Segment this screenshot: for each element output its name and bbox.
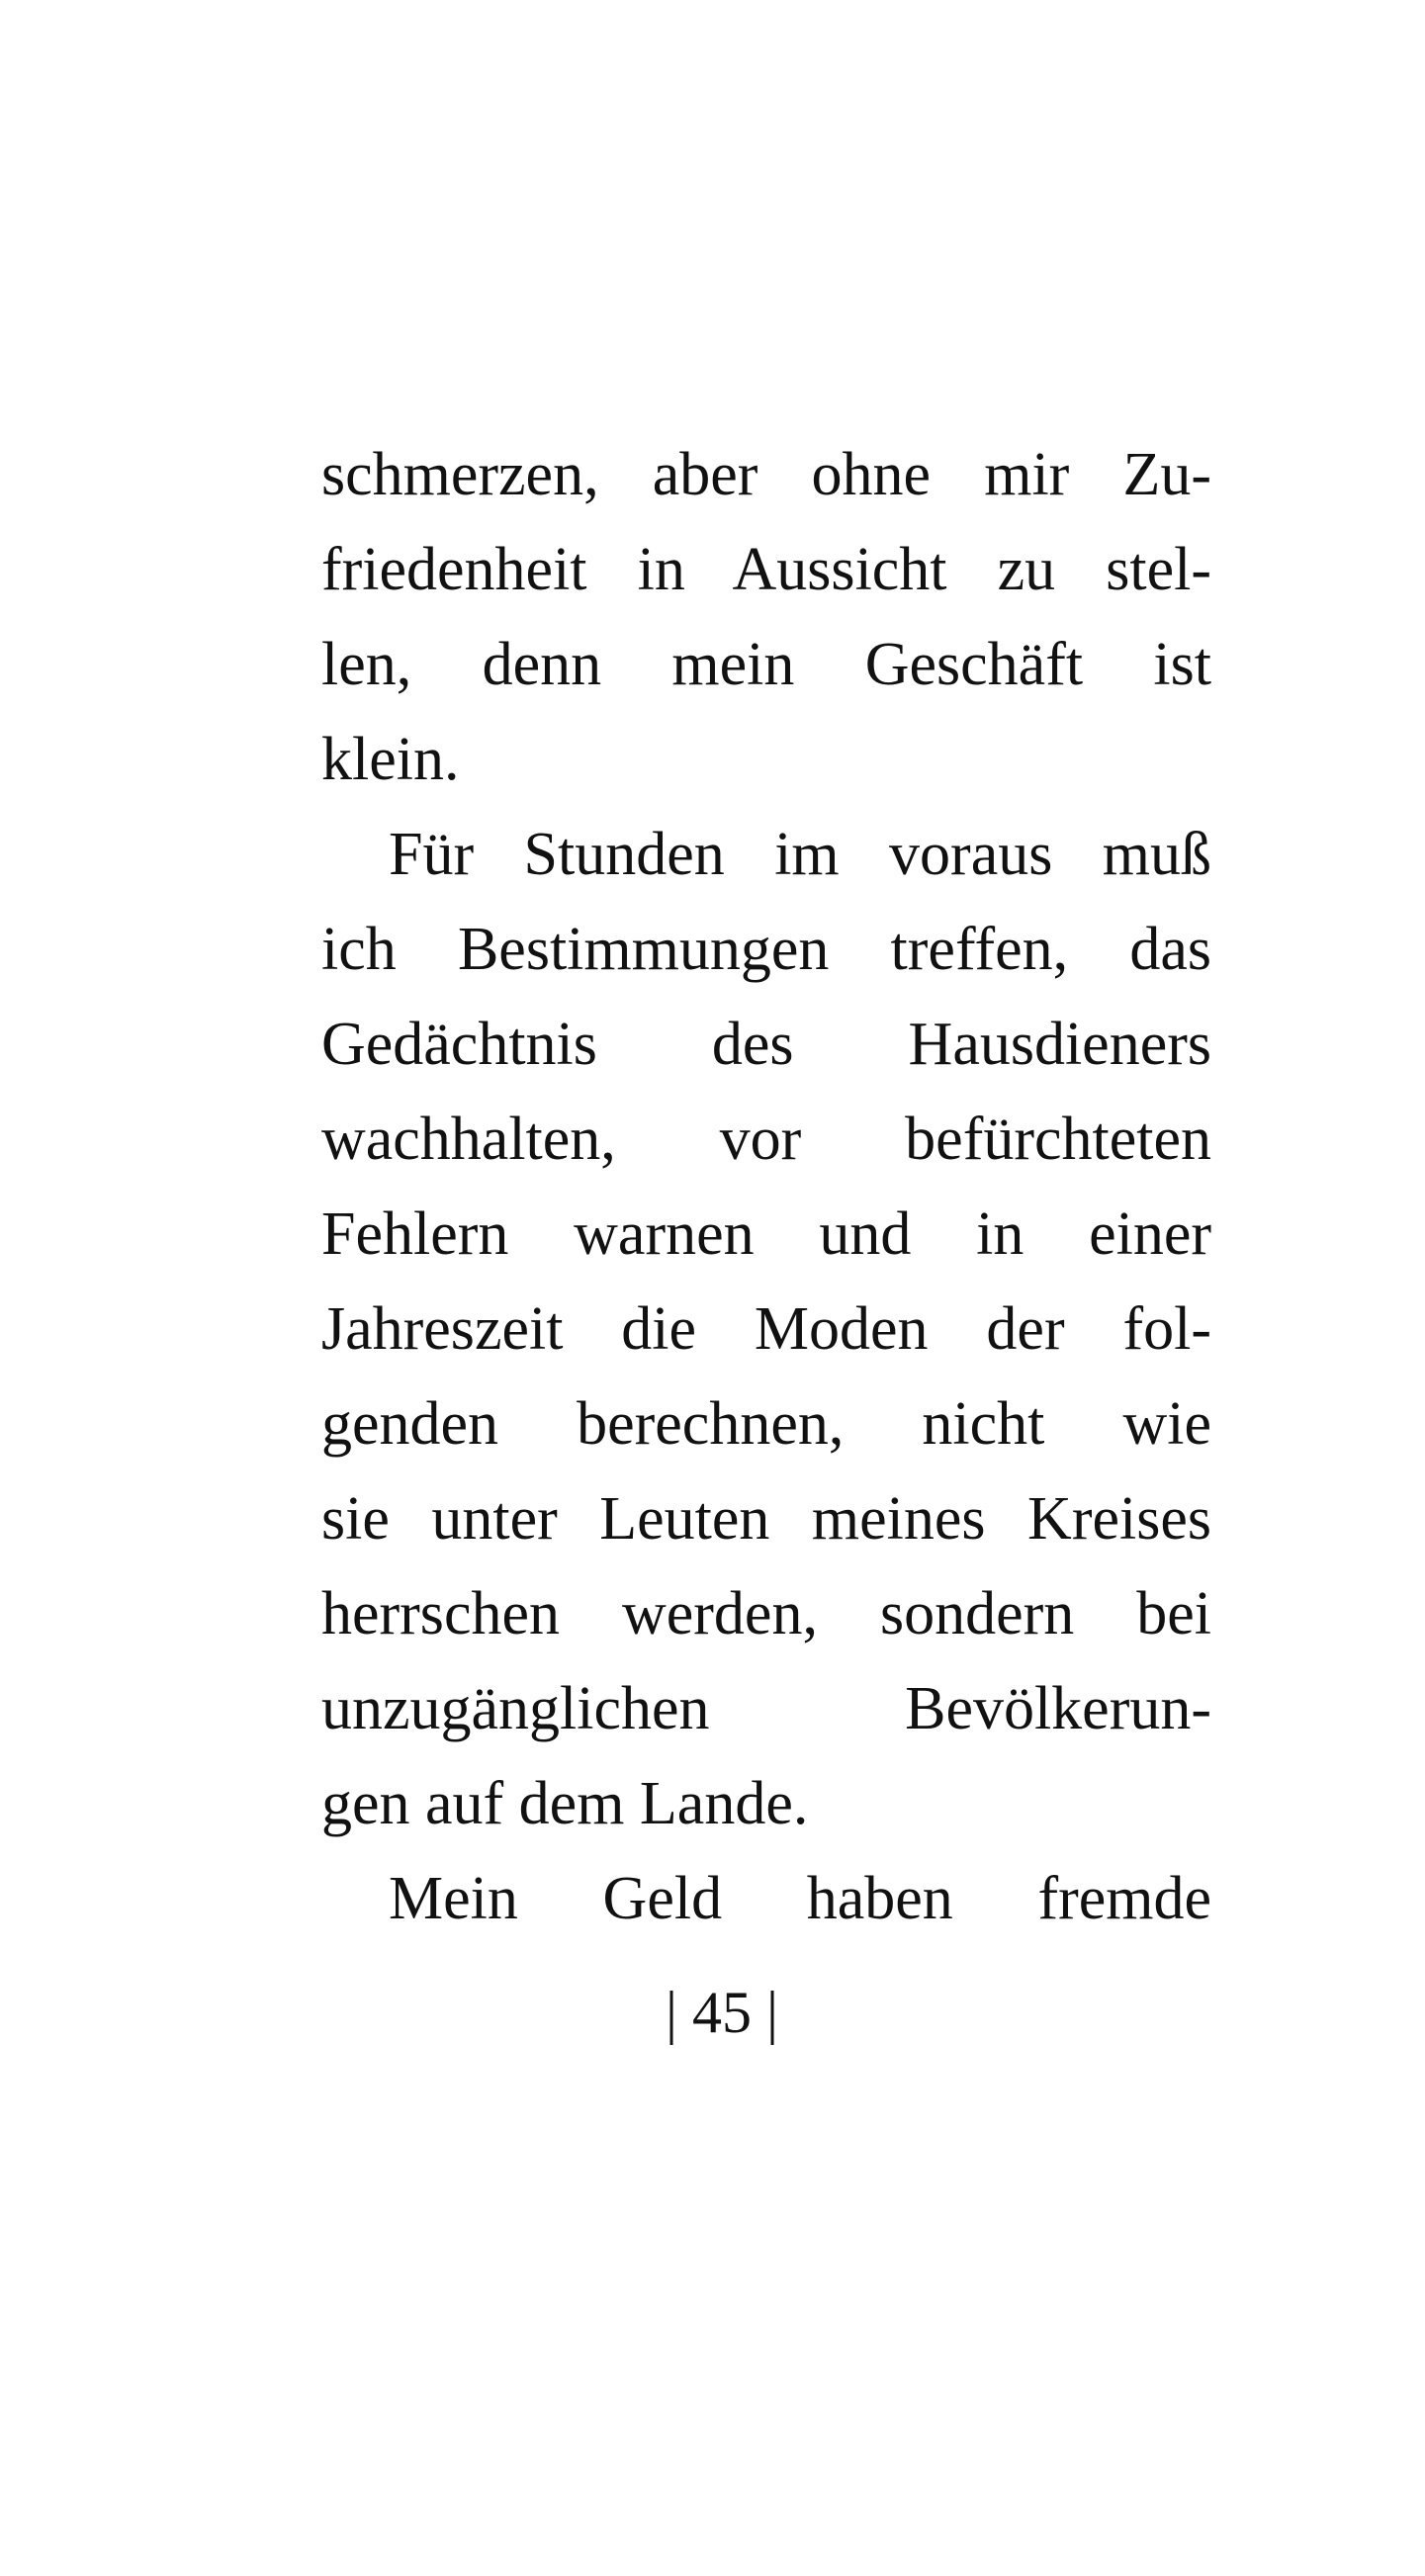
- text-line: klein.: [321, 726, 460, 793]
- page-number: | 45 |: [665, 1980, 779, 2045]
- text-line: genden berechnen, nicht wie: [321, 1390, 1211, 1458]
- text-line: Gedächtnis des Hausdieners: [321, 1011, 1211, 1078]
- text-line: Fehlern warnen und in einer: [321, 1200, 1211, 1268]
- text-line: herrschen werden, sondern bei: [321, 1580, 1211, 1647]
- text-line: len, denn mein Geschäft ist: [321, 631, 1211, 698]
- text-line: gen auf dem Lande.: [321, 1770, 809, 1837]
- text-line: wachhalten, vor befürchteten: [321, 1106, 1211, 1173]
- text-line: schmerzen, aber ohne mir Zu-: [321, 441, 1211, 508]
- text-line: sie unter Leuten meines Kreises: [321, 1485, 1211, 1553]
- paragraph-first-line: Für Stunden im voraus muß: [389, 821, 1211, 888]
- paragraph-first-line: Mein Geld haben fremde: [389, 1865, 1211, 1932]
- text-line: unzugänglichen Bevölkerun-: [321, 1675, 1211, 1742]
- text-line: ich Bestimmungen treffen, das: [321, 916, 1211, 983]
- text-line: Jahreszeit die Moden der fol-: [321, 1295, 1211, 1363]
- text-line: friedenheit in Aussicht zu stel-: [321, 536, 1211, 603]
